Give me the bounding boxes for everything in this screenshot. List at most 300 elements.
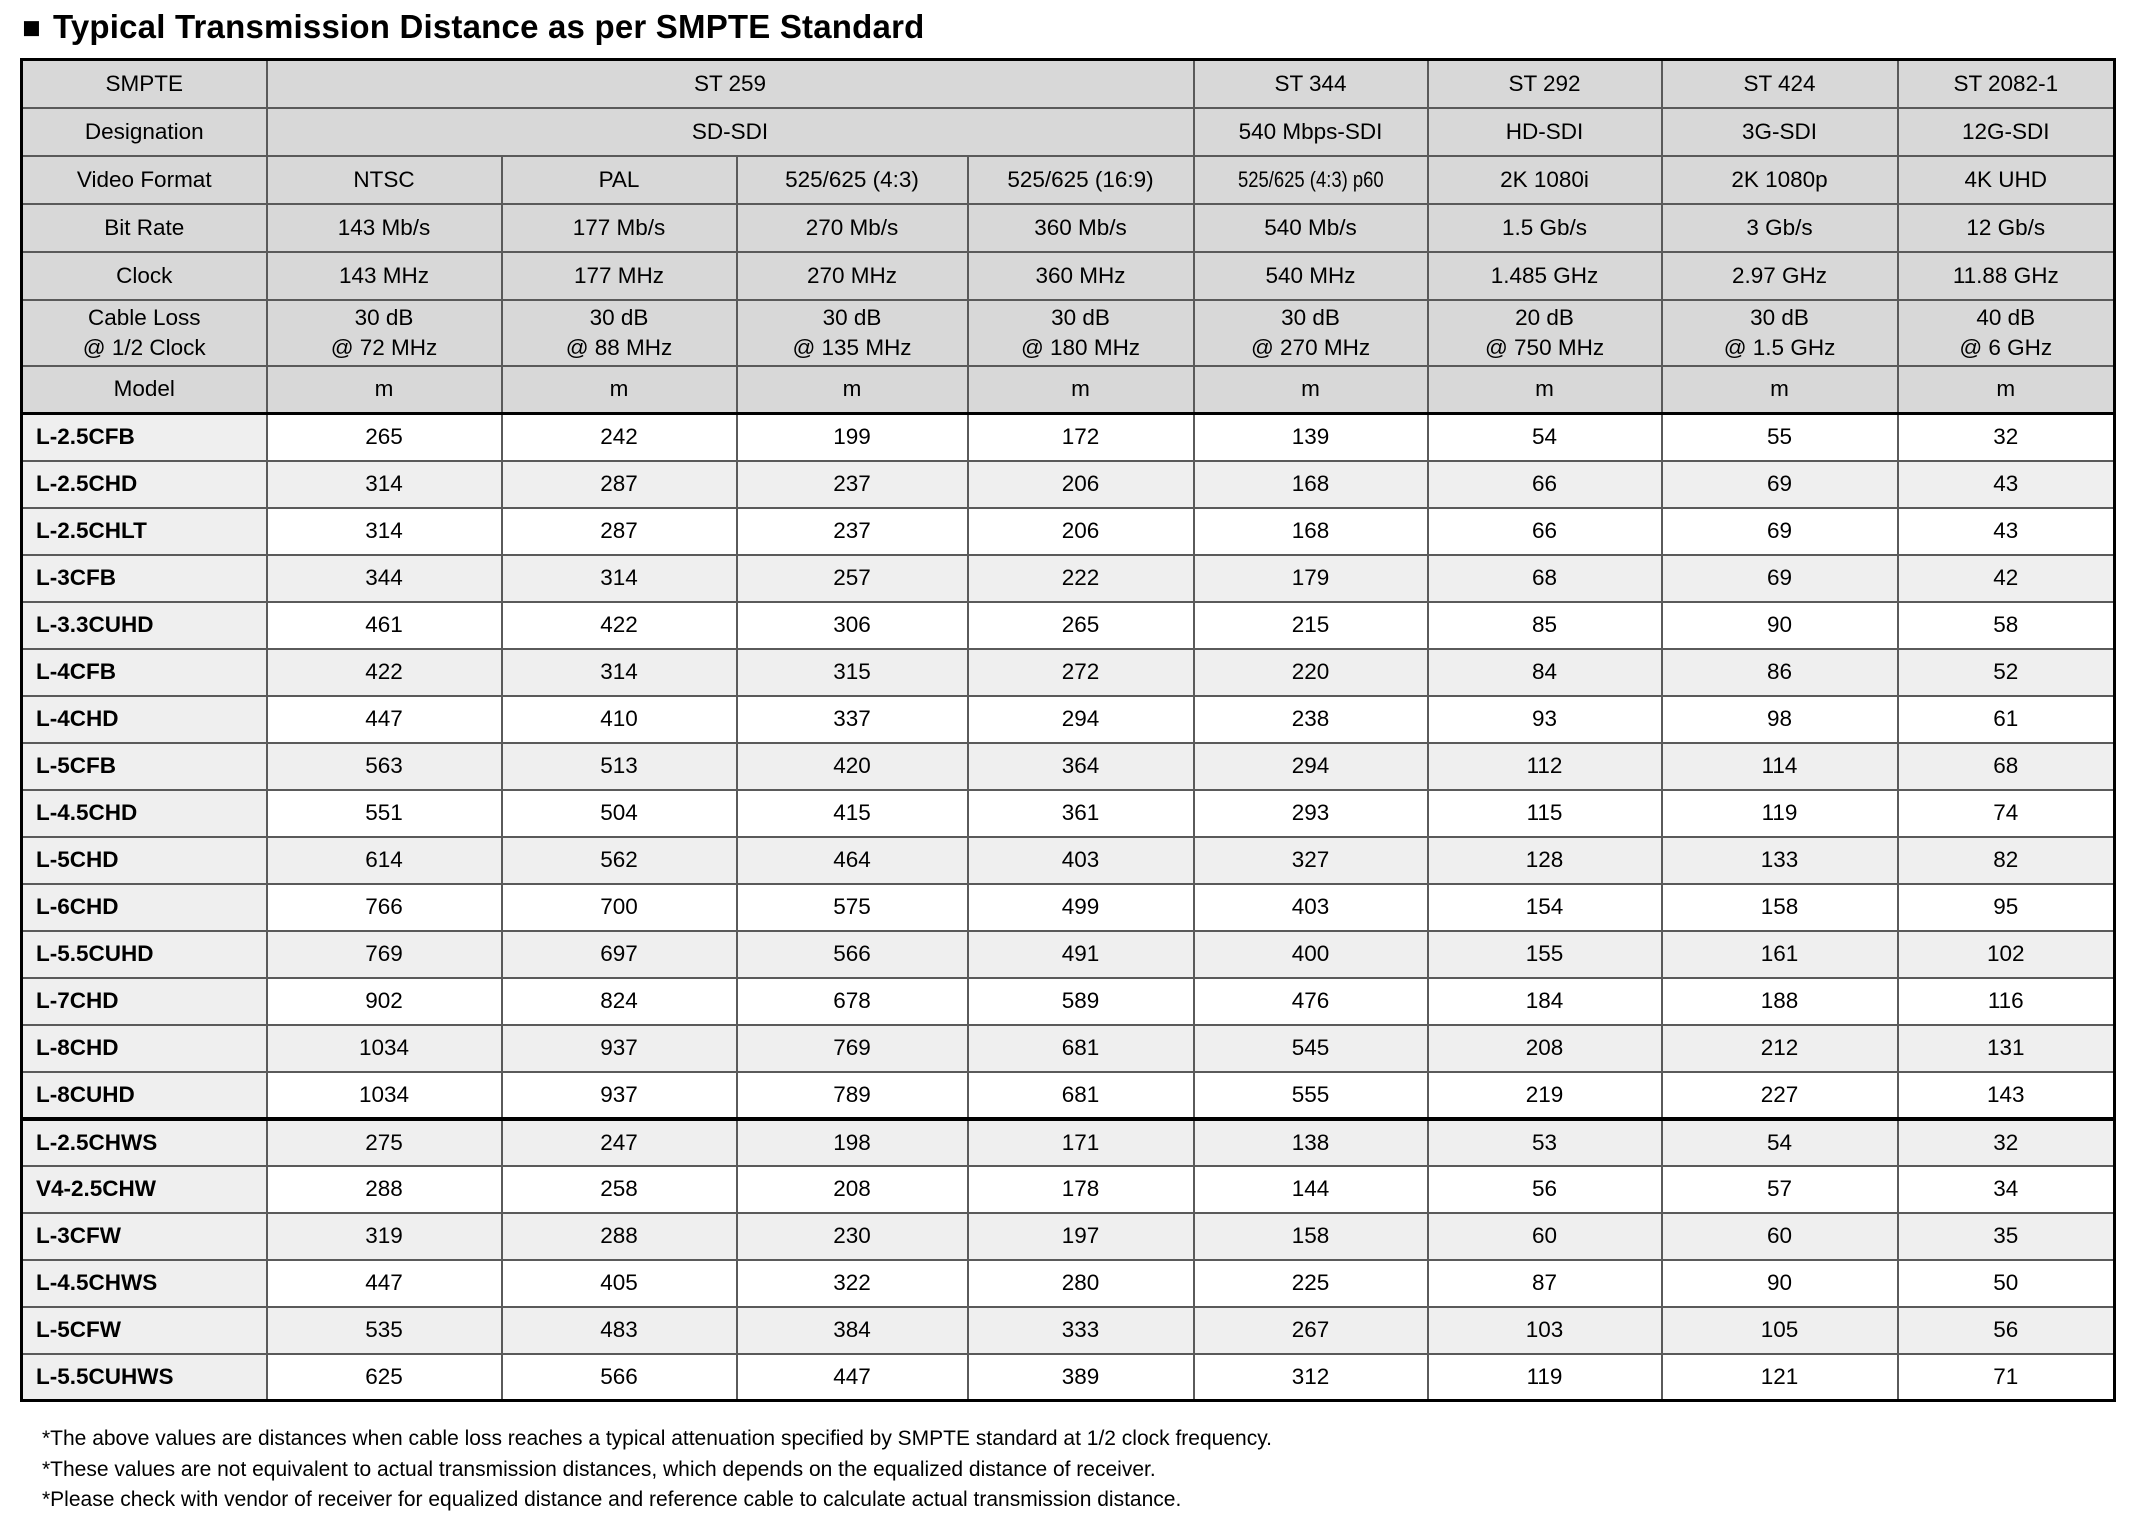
bit-rate-cell: 143 Mb/s: [267, 204, 502, 252]
distance-value: 208: [737, 1166, 968, 1213]
distance-value: 314: [502, 555, 737, 602]
header-designation-hd-sdi: HD-SDI: [1428, 108, 1662, 156]
distance-value: 115: [1428, 790, 1662, 837]
distance-value: 56: [1898, 1307, 2115, 1354]
distance-value: 288: [502, 1213, 737, 1260]
header-smpte-st424: ST 424: [1662, 60, 1898, 108]
header-row-clock: [22, 252, 2115, 300]
distance-value: 155: [1428, 931, 1662, 978]
cable-loss-cell: [1898, 300, 2115, 366]
distance-value: 681: [968, 1072, 1194, 1119]
model-name: L-4.5CHD: [22, 790, 267, 837]
table-row: [22, 978, 2115, 1025]
distance-value: 551: [267, 790, 502, 837]
header-smpte-st2082-1: ST 2082-1: [1898, 60, 2115, 108]
unit-cell: m: [502, 366, 737, 414]
distance-value: 56: [1428, 1166, 1662, 1213]
distance-value: 105: [1662, 1307, 1898, 1354]
distance-value: 1034: [267, 1025, 502, 1072]
model-name: L-4CFB: [22, 649, 267, 696]
distance-value: 35: [1898, 1213, 2115, 1260]
cable-loss-freq: @ 72 MHz: [330, 334, 438, 360]
distance-value: 306: [737, 602, 968, 649]
distance-value: 119: [1428, 1354, 1662, 1401]
distance-value: 32: [1898, 1119, 2115, 1166]
distance-value: 314: [267, 508, 502, 555]
header-smpte-label: SMPTE: [22, 60, 267, 108]
table-row: [22, 555, 2115, 602]
table-row: [22, 1025, 2115, 1072]
cable-loss-db: 30 dB: [1281, 304, 1340, 330]
table-row: [22, 1260, 2115, 1307]
header-designation-3g-sdi: 3G-SDI: [1662, 108, 1898, 156]
cable-loss-freq: @ 135 MHz: [792, 334, 912, 360]
distance-value: 312: [1194, 1354, 1428, 1401]
distance-value: 280: [968, 1260, 1194, 1307]
distance-value: 288: [267, 1166, 502, 1213]
table-row: [22, 649, 2115, 696]
bit-rate-cell: 540 Mb/s: [1194, 204, 1428, 252]
footnote-line: *The above values are distances when cable loss reaches a typical attenuation specified by SMPTE standard at 1/2 clock frequency.: [42, 1427, 1272, 1450]
distance-value: 32: [1898, 414, 2115, 461]
distance-value: 121: [1662, 1354, 1898, 1401]
distance-value: 769: [267, 931, 502, 978]
model-name: L-6CHD: [22, 884, 267, 931]
footnote-line: *Please check with vendor of receiver for equalized distance and reference cable to calculate actual transmission distance.: [42, 1488, 1182, 1511]
header-smpte-st344: ST 344: [1194, 60, 1428, 108]
distance-value: 400: [1194, 931, 1428, 978]
distance-value: 144: [1194, 1166, 1428, 1213]
table-row: [22, 743, 2115, 790]
distance-value: 420: [737, 743, 968, 790]
model-name: L-5CFW: [22, 1307, 267, 1354]
distance-value: 69: [1662, 555, 1898, 602]
distance-value: 238: [1194, 696, 1428, 743]
unit-cell: m: [968, 366, 1194, 414]
model-name: L-5.5CUHD: [22, 931, 267, 978]
distance-value: 43: [1898, 461, 2115, 508]
distance-value: 93: [1428, 696, 1662, 743]
distance-value: 563: [267, 743, 502, 790]
distance-value: 139: [1194, 414, 1428, 461]
distance-value: 937: [502, 1072, 737, 1119]
distance-value: 128: [1428, 837, 1662, 884]
cable-loss-freq: @ 750 MHz: [1484, 334, 1605, 360]
model-name: L-5CHD: [22, 837, 267, 884]
distance-value: 172: [968, 414, 1194, 461]
distance-value: 57: [1662, 1166, 1898, 1213]
distance-value: 71: [1898, 1354, 2115, 1401]
distance-value: 116: [1898, 978, 2115, 1025]
cable-loss-db: 30 dB: [354, 304, 414, 330]
distance-value: 361: [968, 790, 1194, 837]
cable-loss-cell: [737, 300, 968, 366]
distance-value: 327: [1194, 837, 1428, 884]
distance-value: 344: [267, 555, 502, 602]
clock-cell: 540 MHz: [1194, 252, 1428, 300]
distance-value: 188: [1662, 978, 1898, 1025]
model-name: L-5.5CUHWS: [22, 1354, 267, 1401]
distance-value: 257: [737, 555, 968, 602]
table-row: [22, 696, 2115, 743]
footnotes: [42, 1426, 2114, 1513]
bit-rate-cell: 1.5 Gb/s: [1428, 204, 1662, 252]
clock-cell: 2.97 GHz: [1662, 252, 1898, 300]
model-name: L-3CFB: [22, 555, 267, 602]
cable-loss-db: 30 dB: [822, 304, 882, 330]
distance-value: 114: [1662, 743, 1898, 790]
video-format-cell: PAL: [502, 156, 737, 204]
distance-value: 700: [502, 884, 737, 931]
distance-value: 337: [737, 696, 968, 743]
distance-value: 333: [968, 1307, 1194, 1354]
distance-value: 242: [502, 414, 737, 461]
page-title-text: Typical Transmission Distance as per SMPTE Standard: [52, 8, 925, 45]
distance-value: 769: [737, 1025, 968, 1072]
distance-value: 294: [1194, 743, 1428, 790]
distance-value: 322: [737, 1260, 968, 1307]
distance-value: 389: [968, 1354, 1194, 1401]
distance-value: 227: [1662, 1072, 1898, 1119]
cable-loss-label-line1: Cable Loss: [87, 304, 201, 330]
distance-value: 1034: [267, 1072, 502, 1119]
model-name: L-3CFW: [22, 1213, 267, 1260]
distance-value: 405: [502, 1260, 737, 1307]
distance-value: 171: [968, 1119, 1194, 1166]
distance-value: 237: [737, 461, 968, 508]
distance-value: 314: [502, 649, 737, 696]
cable-loss-db: 30 dB: [1051, 304, 1110, 330]
distance-value: 555: [1194, 1072, 1428, 1119]
table-row: [22, 414, 2115, 461]
cable-loss-label-line2: @ 1/2 Clock: [82, 334, 206, 360]
header-row-designation: [22, 108, 2115, 156]
distance-value: 215: [1194, 602, 1428, 649]
table-row: [22, 837, 2115, 884]
cable-loss-db: 30 dB: [1750, 304, 1809, 330]
distance-value: 237: [737, 508, 968, 555]
distance-value: 483: [502, 1307, 737, 1354]
unit-cell: m: [1428, 366, 1662, 414]
cable-loss-db: 40 dB: [1976, 304, 2036, 330]
cable-loss-cell: [267, 300, 502, 366]
model-name: L-2.5CHWS: [22, 1119, 267, 1166]
distance-value: 447: [267, 1260, 502, 1307]
distance-value: 789: [737, 1072, 968, 1119]
distance-value: 287: [502, 461, 737, 508]
clock-cell: 360 MHz: [968, 252, 1194, 300]
video-format-cell: NTSC: [267, 156, 502, 204]
distance-value: 681: [968, 1025, 1194, 1072]
cable-loss-freq: @ 88 MHz: [565, 334, 673, 360]
distance-value: 85: [1428, 602, 1662, 649]
distance-value: 43: [1898, 508, 2115, 555]
distance-value: 403: [1194, 884, 1428, 931]
distance-value: 60: [1662, 1213, 1898, 1260]
distance-value: 461: [267, 602, 502, 649]
clock-cell: 11.88 GHz: [1898, 252, 2115, 300]
distance-value: 197: [968, 1213, 1194, 1260]
distance-value: 95: [1898, 884, 2115, 931]
distance-value: 168: [1194, 508, 1428, 555]
distance-value: 287: [502, 508, 737, 555]
distance-value: 614: [267, 837, 502, 884]
video-format-cell: 2K 1080p: [1662, 156, 1898, 204]
distance-value: 66: [1428, 508, 1662, 555]
model-name: L-5CFB: [22, 743, 267, 790]
distance-value: 53: [1428, 1119, 1662, 1166]
distance-value: 42: [1898, 555, 2115, 602]
distance-value: 54: [1428, 414, 1662, 461]
cable-loss-freq: @ 1.5 GHz: [1723, 334, 1836, 360]
distance-value: 422: [267, 649, 502, 696]
distance-value: 143: [1898, 1072, 2115, 1119]
distance-value: 319: [267, 1213, 502, 1260]
video-format-cell: 4K UHD: [1898, 156, 2115, 204]
distance-value: 158: [1662, 884, 1898, 931]
distance-value: 133: [1662, 837, 1898, 884]
model-name: L-2.5CHLT: [22, 508, 267, 555]
distance-value: 66: [1428, 461, 1662, 508]
bit-rate-cell: 177 Mb/s: [502, 204, 737, 252]
distance-value: 625: [267, 1354, 502, 1401]
distance-value: 206: [968, 508, 1194, 555]
distance-value: 131: [1898, 1025, 2115, 1072]
distance-value: 112: [1428, 743, 1662, 790]
clock-cell: 1.485 GHz: [1428, 252, 1662, 300]
distance-value: 315: [737, 649, 968, 696]
clock-cell: 270 MHz: [737, 252, 968, 300]
distance-value: 58: [1898, 602, 2115, 649]
distance-value: 403: [968, 837, 1194, 884]
distance-value: 937: [502, 1025, 737, 1072]
model-name: V4-2.5CHW: [22, 1166, 267, 1213]
distance-value: 902: [267, 978, 502, 1025]
distance-value: 410: [502, 696, 737, 743]
distance-value: 69: [1662, 461, 1898, 508]
distance-value: 272: [968, 649, 1194, 696]
distance-value: 225: [1194, 1260, 1428, 1307]
video-format-cell: 525/625 (4:3): [737, 156, 968, 204]
distance-value: 219: [1428, 1072, 1662, 1119]
unit-cell: m: [1194, 366, 1428, 414]
header-smpte-st259: ST 259: [267, 60, 1194, 108]
distance-value: 84: [1428, 649, 1662, 696]
model-name: L-3.3CUHD: [22, 602, 267, 649]
cable-loss-db: 30 dB: [589, 304, 649, 330]
distance-value: 86: [1662, 649, 1898, 696]
distance-value: 314: [267, 461, 502, 508]
distance-value: 258: [502, 1166, 737, 1213]
distance-value: 55: [1662, 414, 1898, 461]
model-name: L-4CHD: [22, 696, 267, 743]
distance-value: 447: [737, 1354, 968, 1401]
distance-value: 265: [267, 414, 502, 461]
distance-value: 589: [968, 978, 1194, 1025]
cable-loss-db: 20 dB: [1515, 304, 1574, 330]
bit-rate-cell: 12 Gb/s: [1898, 204, 2115, 252]
unit-cell: m: [267, 366, 502, 414]
video-format-cell: [1194, 156, 1428, 204]
bit-rate-cell: 360 Mb/s: [968, 204, 1194, 252]
model-name: L-8CHD: [22, 1025, 267, 1072]
footnote-line: *These values are not equivalent to actual transmission distances, which depends on the equalized distance of receiver.: [42, 1457, 1156, 1481]
distance-value: 766: [267, 884, 502, 931]
model-name: L-2.5CHD: [22, 461, 267, 508]
header-bit-rate-label: Bit Rate: [22, 204, 267, 252]
video-format-condensed-text: 525/625 (4:3) p60: [1237, 166, 1384, 192]
distance-value: 364: [968, 743, 1194, 790]
video-format-cell: 525/625 (16:9): [968, 156, 1194, 204]
distance-value: 198: [737, 1119, 968, 1166]
distance-value: 168: [1194, 461, 1428, 508]
distance-value: 154: [1428, 884, 1662, 931]
distance-value: 212: [1662, 1025, 1898, 1072]
distance-value: 69: [1662, 508, 1898, 555]
page-title: [22, 8, 2114, 46]
model-name: L-8CUHD: [22, 1072, 267, 1119]
distance-value: 158: [1194, 1213, 1428, 1260]
distance-value: 179: [1194, 555, 1428, 602]
table-row: [22, 1307, 2115, 1354]
header-video-format-label: Video Format: [22, 156, 267, 204]
distance-value: 220: [1194, 649, 1428, 696]
distance-value: 61: [1898, 696, 2115, 743]
distance-value: 513: [502, 743, 737, 790]
model-name: L-7CHD: [22, 978, 267, 1025]
table-row: [22, 790, 2115, 837]
cable-loss-freq: @ 6 GHz: [1959, 334, 2053, 360]
header-smpte-st292: ST 292: [1428, 60, 1662, 108]
distance-value: 447: [267, 696, 502, 743]
distance-value: 68: [1428, 555, 1662, 602]
unit-cell: m: [737, 366, 968, 414]
unit-cell: m: [1898, 366, 2115, 414]
distance-value: 824: [502, 978, 737, 1025]
distance-value: 60: [1428, 1213, 1662, 1260]
cable-loss-freq: @ 180 MHz: [1020, 334, 1141, 360]
header-model-label: Model: [22, 366, 267, 414]
cable-loss-freq: @ 270 MHz: [1250, 334, 1371, 360]
distance-value: 68: [1898, 743, 2115, 790]
header-row-model: [22, 366, 2115, 414]
distance-value: 98: [1662, 696, 1898, 743]
distance-value: 34: [1898, 1166, 2115, 1213]
table-row: [22, 1354, 2115, 1401]
distance-value: 247: [502, 1119, 737, 1166]
header-cable-loss-label: [22, 300, 267, 366]
header-designation-12g-sdi: 12G-SDI: [1898, 108, 2115, 156]
table-row: [22, 931, 2115, 978]
distance-value: 54: [1662, 1119, 1898, 1166]
table-row: [22, 1166, 2115, 1213]
table-row: [22, 1213, 2115, 1260]
header-row-cable-loss: [22, 300, 2115, 366]
distance-value: 90: [1662, 1260, 1898, 1307]
distance-value: 103: [1428, 1307, 1662, 1354]
distance-value: 422: [502, 602, 737, 649]
table-row: [22, 461, 2115, 508]
distance-value: 678: [737, 978, 968, 1025]
table-row: [22, 508, 2115, 555]
clock-cell: 177 MHz: [502, 252, 737, 300]
header-designation-sd-sdi: SD-SDI: [267, 108, 1194, 156]
distance-value: 82: [1898, 837, 2115, 884]
model-name: L-2.5CFB: [22, 414, 267, 461]
transmission-distance-table: [20, 58, 2116, 1402]
distance-value: 566: [737, 931, 968, 978]
bit-rate-cell: 270 Mb/s: [737, 204, 968, 252]
cable-loss-cell: [1662, 300, 1898, 366]
header-row-video-format: [22, 156, 2115, 204]
model-name: L-4.5CHWS: [22, 1260, 267, 1307]
distance-value: 294: [968, 696, 1194, 743]
table-row: [22, 884, 2115, 931]
distance-value: 384: [737, 1307, 968, 1354]
distance-value: 275: [267, 1119, 502, 1166]
distance-value: 267: [1194, 1307, 1428, 1354]
distance-value: 178: [968, 1166, 1194, 1213]
title-square-icon: ■: [22, 9, 41, 45]
cable-loss-cell: [1194, 300, 1428, 366]
header-row-bit-rate: [22, 204, 2115, 252]
distance-value: 161: [1662, 931, 1898, 978]
distance-value: 222: [968, 555, 1194, 602]
distance-value: 206: [968, 461, 1194, 508]
distance-value: 562: [502, 837, 737, 884]
distance-value: 504: [502, 790, 737, 837]
distance-value: 697: [502, 931, 737, 978]
distance-value: 575: [737, 884, 968, 931]
distance-value: 535: [267, 1307, 502, 1354]
distance-value: 102: [1898, 931, 2115, 978]
distance-value: 230: [737, 1213, 968, 1260]
distance-value: 50: [1898, 1260, 2115, 1307]
header-designation-540mbps-sdi: 540 Mbps-SDI: [1194, 108, 1428, 156]
distance-value: 499: [968, 884, 1194, 931]
distance-value: 87: [1428, 1260, 1662, 1307]
distance-value: 476: [1194, 978, 1428, 1025]
distance-value: 52: [1898, 649, 2115, 696]
header-clock-label: Clock: [22, 252, 267, 300]
header-row-smpte: [22, 60, 2115, 108]
cable-loss-cell: [1428, 300, 1662, 366]
distance-value: 415: [737, 790, 968, 837]
table-row: [22, 1119, 2115, 1166]
table-row: [22, 602, 2115, 649]
video-format-cell: 2K 1080i: [1428, 156, 1662, 204]
distance-value: 491: [968, 931, 1194, 978]
distance-value: 208: [1428, 1025, 1662, 1072]
distance-value: 90: [1662, 602, 1898, 649]
distance-value: 293: [1194, 790, 1428, 837]
distance-value: 138: [1194, 1119, 1428, 1166]
distance-value: 199: [737, 414, 968, 461]
header-designation-label: Designation: [22, 108, 267, 156]
clock-cell: 143 MHz: [267, 252, 502, 300]
unit-cell: m: [1662, 366, 1898, 414]
table-row: [22, 1072, 2115, 1119]
distance-value: 184: [1428, 978, 1662, 1025]
bit-rate-cell: 3 Gb/s: [1662, 204, 1898, 252]
distance-value: 464: [737, 837, 968, 884]
cable-loss-cell: [502, 300, 737, 366]
distance-value: 566: [502, 1354, 737, 1401]
distance-value: 545: [1194, 1025, 1428, 1072]
distance-value: 74: [1898, 790, 2115, 837]
distance-value: 265: [968, 602, 1194, 649]
distance-value: 119: [1662, 790, 1898, 837]
